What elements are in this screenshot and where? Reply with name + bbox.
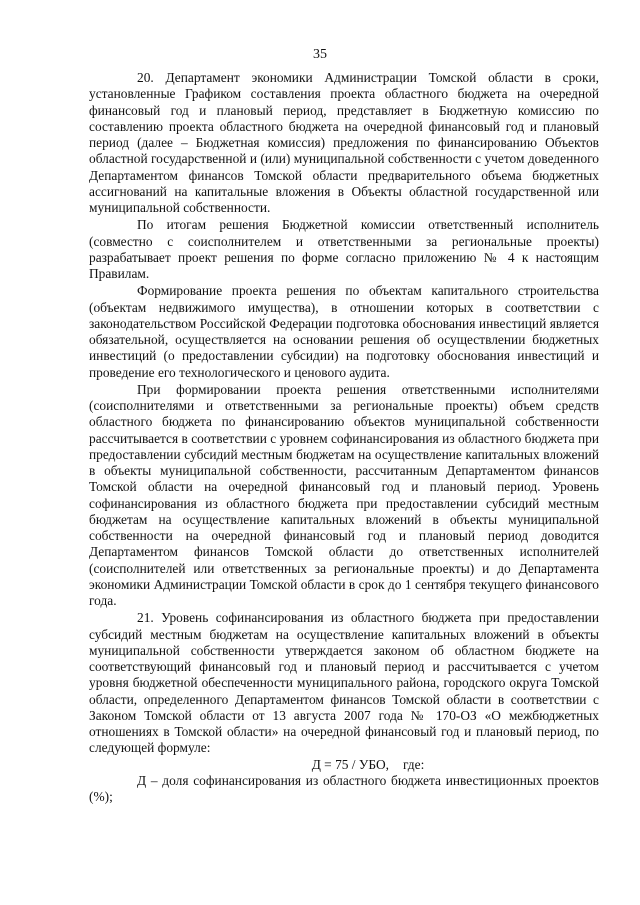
formula	[89, 757, 599, 773]
paragraph-20: 20. Департамент экономики Администрации Томской области в сроки, установленные Графиком составления проекта областного бюджета на очередной финансовый год и плановый период, представляет в Бюджетную комиссию по составлению проекта областного бюджета на очередной финансовый год и плановый период (далее – Бюджетная комиссия) предложения по финансированию Объектов областной государственной и (или) муниципальной собственности с учетом доведенного Департаментом финансов Томской области предварительного объема бюджетных ассигнований на капитальные вложения в Объекты областной государственной или муниципальной собственности.	[89, 70, 599, 215]
document-body	[89, 70, 599, 805]
paragraph-results: По итогам решения Бюджетной комиссии ответственный исполнитель (совместно с соисполнителем и ответственными за региональные проекты) разрабатывает проект решения по форме согласно приложению № 4 к настоящим Правилам.	[89, 217, 599, 281]
paragraph-forming: Формирование проекта решения по объектам капитального строительства (объектам недвижимого имущества), в отношении которых в соответствии с законодательством Российской Федерации подготовка обоснования инвестиций является обязательной, осуществляется на основании решения об осуществлении бюджетных инвестиций (о предоставлении субсидии) на подготовку обоснования инвестиций и проведение его технологического и ценового аудита.	[89, 283, 599, 380]
formula-expression: Д = 75 / УБО,	[311, 756, 389, 772]
paragraph-21: 21. Уровень софинансирования из областного бюджета при предоставлении субсидий местным бюджетам на осуществление капитальных вложений в объекты муниципальной собственности утверждается законом об областном бюджете на соответствующий финансовый год и плановый период и рассчитывается с учетом уровня бюджетной обеспеченности муниципального района, городского округа Томской области, определенного Департаментом финансов Томской области в соответствии с Законом Томской области от 13 августа 2007 года № 170-ОЗ «О межбюджетных отношениях в Томской области» на очередной финансовый год и плановый период, по следующей формуле:	[89, 610, 599, 756]
page-number: 35	[313, 47, 327, 62]
definition-d: Д – доля софинансирования из областного бюджета инвестиционных проектов (%);	[89, 772, 599, 804]
formula-where: где:	[402, 756, 425, 772]
paragraph-when-forming: При формировании проекта решения ответственными исполнителями (соисполнителями и ответственными за региональные проекты) объем средств областного бюджета по финансированию объектов муниципальной собственности рассчитывается в соответствии с уровнем софинансирования из областного бюджета при предоставлении субсидий местным бюджетам на осуществление капитальных вложений в объекты муниципальной собственности, рассчитанным Департаментом финансов Томской области на очередной финансовый год и плановый период. Уровень софинансирования из областного бюджета при предоставлении субсидий местным бюджетам на осуществление капитальных вложений в объекты муниципальной собственности на очередной финансовый год и плановый период доводится Департаментом финансов Томской области до ответственных исполнителей (соисполнителей или ответственных за региональные проекты) и до Департамента экономики Администрации Томской области в срок до 1 сентября текущего финансового года.	[89, 381, 599, 608]
